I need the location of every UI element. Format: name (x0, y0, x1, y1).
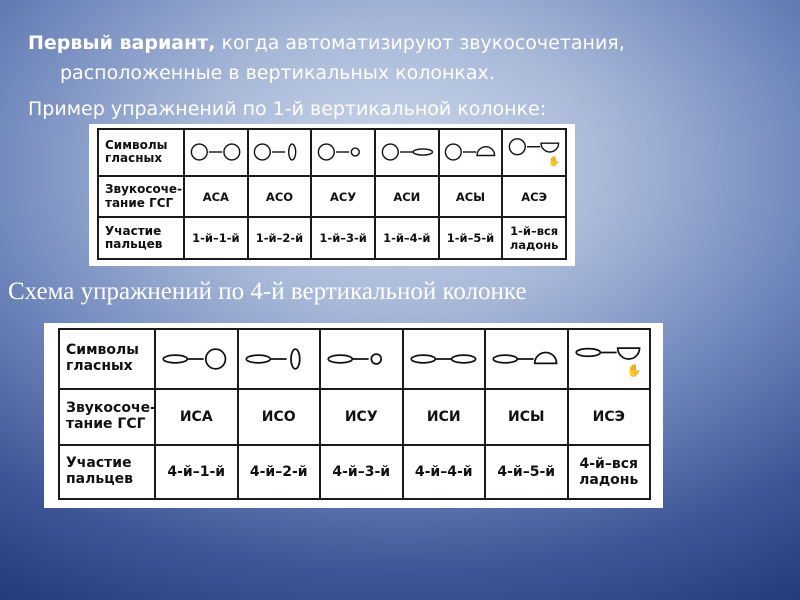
symbol-cell (439, 129, 503, 176)
fingers-cell: 1-й–3-й (311, 217, 375, 259)
flat-oval-symbol (451, 355, 475, 363)
flat-oval-symbol (494, 355, 518, 363)
row-label-symbols: Символы гласных (59, 329, 155, 389)
table-row-symbols (98, 129, 566, 176)
vowel-symbol-pair (573, 339, 645, 379)
vertical-oval-symbol (289, 144, 296, 160)
flat-oval-symbol (329, 355, 353, 363)
fingers-cell: 4-й–5-й (485, 445, 568, 499)
combo-cell: АСА (184, 176, 248, 218)
circle-symbol (510, 139, 526, 155)
vowel-symbol-pair (490, 339, 562, 379)
combo-cell: ИСЫ (485, 389, 568, 445)
exercise-table-column-4 (44, 323, 663, 508)
flat-oval-symbol (164, 355, 188, 363)
combo-cell: ИСО (238, 389, 321, 445)
row-label-combos: Звукосоче-тание ГСГ (98, 176, 184, 218)
table-row-fingers (59, 445, 650, 499)
fingers-cell: 4-й–4-й (403, 445, 486, 499)
row-label-combos: Звукосоче-тание ГСГ (59, 389, 155, 445)
fingers-cell: 4-й–2-й (238, 445, 321, 499)
symbol-cell (502, 129, 566, 176)
combo-cell: ИСА (155, 389, 238, 445)
symbol-cell (568, 329, 651, 389)
fingers-cell: 4-й–1-й (155, 445, 238, 499)
vowel-symbol-pair (325, 339, 397, 379)
combo-cell: АСУ (311, 176, 375, 218)
symbol-cell (248, 129, 312, 176)
symbol-cell (238, 329, 321, 389)
symbol-cell (485, 329, 568, 389)
small-circle-symbol (372, 354, 382, 364)
fingers-cell: 4-й–вся ладонь (568, 445, 651, 499)
circle-symbol (191, 144, 207, 160)
circle-symbol (319, 144, 335, 160)
symbol-cell (320, 329, 403, 389)
intro-line-1-bold: Первый вариант, (28, 32, 216, 54)
half-circle-down-symbol (541, 144, 559, 153)
table-row-combos (59, 389, 650, 445)
combo-cell: ИСЭ (568, 389, 651, 445)
circle-symbol (382, 144, 398, 160)
combo-cell: АСЭ (502, 176, 566, 218)
circle-symbol (206, 349, 226, 369)
row-label-fingers: Участие пальцев (59, 445, 155, 499)
flat-oval-symbol (576, 348, 600, 356)
intro-line-1-rest: когда автоматизируют звукосочетания, (215, 32, 625, 54)
vowel-symbol-pair (441, 135, 499, 169)
table-row-symbols (59, 329, 650, 389)
vowel-symbol-pair (243, 339, 315, 379)
vertical-oval-symbol (291, 349, 300, 369)
vowel-symbol-pair (250, 135, 308, 169)
scheme-title: Схема упражнений по 4-й вертикальной колонке (8, 278, 527, 305)
circle-symbol (446, 144, 462, 160)
fingers-cell: 1-й–2-й (248, 217, 312, 259)
combo-cell: АСИ (375, 176, 439, 218)
intro-text (28, 28, 748, 124)
symbol-cell (375, 129, 439, 176)
intro-line-2: расположенные в вертикальных колонках. (60, 62, 495, 84)
combo-cell: АСЫ (439, 176, 503, 218)
fingers-cell: 1-й–5-й (439, 217, 503, 259)
half-circle-down-symbol (617, 348, 639, 359)
fingers-cell: 1-й–1-й (184, 217, 248, 259)
row-label-fingers: Участие пальцев (98, 217, 184, 259)
vowel-symbol-pair (408, 339, 480, 379)
table-row-combos (98, 176, 566, 218)
flat-oval-symbol (413, 149, 432, 155)
fingers-cell: 1-й–4-й (375, 217, 439, 259)
fingers-cell: 1-й–вся ладонь (502, 217, 566, 259)
row-label-symbols: Символы гласных (98, 129, 184, 176)
hand-icon: ✋ (548, 156, 561, 168)
vowel-symbol-pair (160, 339, 232, 379)
symbol-cell (311, 129, 375, 176)
combo-cell: ИСУ (320, 389, 403, 445)
intro-line-1 (28, 28, 748, 58)
hand-icon: ✋ (626, 363, 642, 378)
vowel-symbol-pair (378, 135, 436, 169)
exercise-table-column-1 (89, 124, 575, 266)
fingers-cell: 4-й–3-й (320, 445, 403, 499)
vowel-symbol-pair (314, 135, 372, 169)
intro-line-3: Пример упражнений по 1-й вертикальной колонке: (28, 98, 547, 120)
half-circle-up-symbol (535, 352, 557, 363)
flat-oval-symbol (411, 355, 435, 363)
circle-symbol (224, 144, 240, 160)
combo-cell: ИСИ (403, 389, 486, 445)
small-circle-symbol (351, 148, 359, 156)
vowel-symbol-pair (187, 135, 245, 169)
symbol-cell (184, 129, 248, 176)
half-circle-up-symbol (477, 147, 495, 156)
symbol-cell (155, 329, 238, 389)
symbol-cell (403, 329, 486, 389)
vowel-symbol-pair (505, 135, 563, 169)
circle-symbol (255, 144, 271, 160)
table-row-fingers (98, 217, 566, 259)
combo-cell: АСО (248, 176, 312, 218)
flat-oval-symbol (246, 355, 270, 363)
